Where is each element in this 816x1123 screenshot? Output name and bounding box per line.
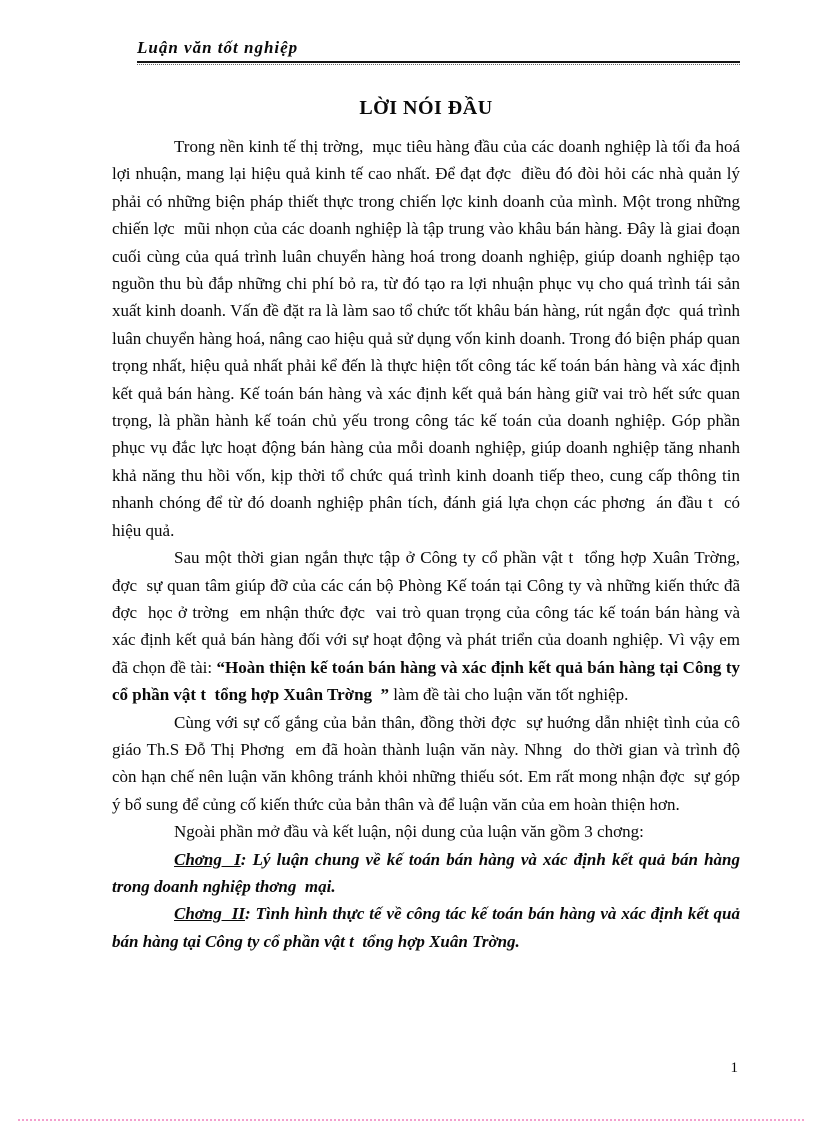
header-rule: [137, 64, 740, 65]
chapter-2-title: Tình hình thực tế về công tác kế toán bán hàng và xác định kết quả bán hàng tại Công ty cổ phần vật t tổng hợp Xuân Trờng.: [112, 904, 745, 951]
document-header-text: Luận văn tốt nghiệp: [137, 38, 299, 57]
paragraph-topic-choice: [112, 544, 749, 708]
bottom-margin-rule: [18, 1119, 804, 1121]
chapter-1-colon: :: [240, 849, 247, 869]
chapter-1-label: Chơng I: [174, 849, 241, 869]
chapter-1-title: Lý luận chung về kế toán bán hàng và xác định kết quả bán hàng trong doanh nghiệp thơng mại.: [112, 849, 745, 896]
paragraph-structure-note: Ngoài phần mở đầu và kết luận, nội dung của luận văn gồm 3 chơng:: [174, 822, 644, 842]
chapter-1-line: [112, 846, 745, 901]
paragraph-intro: Trong nền kinh tế thị trờng, mục tiêu hàng đầu của các doanh nghiệp là tối đa hoá lợi nhuận, mang lại hiệu quả kinh tế cao nhất. Để đạt đợc điều đó đòi hỏi các nhà quản lý phải có những biện pháp thiết thực trong chiến lợc kinh doanh của mình. Một trong những chiến lợc mũi nhọn của các doanh nghiệp là tập trung vào khâu bán hàng. Đây là giai đoạn cuối cùng của quá trình luân chuyển hàng hoá trong doanh nghiệp, giúp doanh nghiệp tạo nguồn thu bù đắp những chi phí bỏ ra, từ đó tạo ra lợi nhuận phục vụ cho quá trình tái sản xuất kinh doanh. Vấn đề đặt ra là làm sao tổ chức tốt khâu bán hàng, rút ngắn đợc quá trình luân chuyển hàng hoá, nâng cao hiệu quả sử dụng vốn kinh doanh. Trong đó biện pháp quan trọng nhất, hiệu quả nhất phải kể đến là thực hiện tốt công tác kế toán bán hàng và xác định kết quả bán hàng. Kế toán bán hàng và xác định kết quả bán hàng giữ vai trò hết sức quan trọng, là phần hành kế toán chủ yếu trong công tác kế toán của doanh nghiệp. Góp phần phục vụ đắc lực hoạt động bán hàng của mỗi doanh nghiệp, giúp doanh nghiệp tăng nhanh khả năng thu hồi vốn, kịp thời tổ chức quá trình kinh doanh tiếp theo, cung cấp thông tin nhanh chóng để từ đó doanh nghiệp phân tích, đánh giá lựa chọn các phơng án đầu t có hiệu quả.: [112, 137, 745, 540]
paragraph-acknowledgement: Cùng với sự cố gắng của bản thân, đồng thời đợc sự huớng dẫn nhiệt tình của cô giáo Th.S Đỗ Thị Phơng em đã hoàn thành luận văn này. Nhng do thời gian và trình độ còn hạn chế nên luận văn không tránh khỏi những thiếu sót. Em rất mong nhận đợc sự góp ý bổ sung để củng cố kiến thức của bản thân và để luận văn của em hoàn thiện hơn.: [112, 712, 745, 814]
topic-choice-text-before: Sau một thời gian ngắn thực tập ở Công ty cổ phần vật t tổng hợp Xuân Trờng, đợc sự quan tâm giúp đỡ của các cán bộ Phòng Kế toán tại Công ty và những kiến thức đã đợc học ở trờng em nhận thức đợc vai trò quan trọng của công tác kế toán bán hàng và xác định kết quả bán hàng đối với sự hoạt động và phát triển của doanh nghiệp. Vì vậy em đã chọn đề tài:: [112, 548, 749, 677]
chapter-2-label: Chơng II: [174, 904, 245, 924]
chapter-2-line: [112, 900, 745, 955]
chapter-2-colon: :: [244, 904, 251, 924]
page-number: 1: [730, 1060, 738, 1076]
thesis-title-quote: “Hoàn thiện kế toán bán hàng và xác định kết quả bán hàng tại Công ty cổ phần vật t tổng hợp Xuân Trờng ”: [112, 657, 745, 705]
page-title: LỜI NÓI ĐẦU: [359, 97, 493, 119]
document-header: [137, 38, 740, 63]
topic-choice-text-after: làm đề tài cho luận văn tốt nghiệp.: [389, 685, 629, 705]
